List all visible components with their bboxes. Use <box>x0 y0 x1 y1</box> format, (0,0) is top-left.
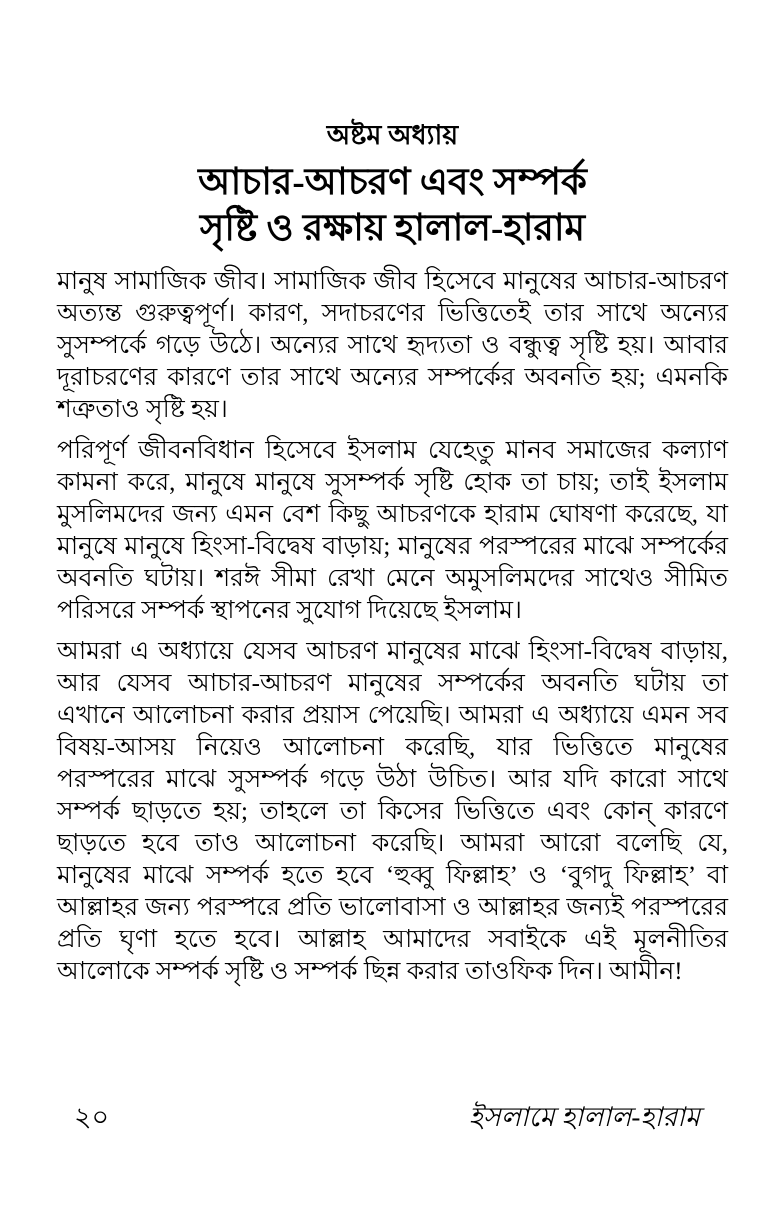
body-text <box>57 266 728 988</box>
paragraph: আমরা এ অধ্যায়ে যেসব আচরণ মানুষের মাঝে হিংসা-বিদ্বেষ বাড়ায়, আর যেসব আচার-আচরণ মানুষের সম্পর্কের অবনতি ঘটায় তা এখানে আলোচনা করার প্রয়াস পেয়েছি। আমরা এ অধ্যায়ে এমন সব বিষয়-আসয় নিয়েও আলোচনা করেছি, যার ভিত্তিতে মানুষের পরস্পরের মাঝে সুসম্পর্ক গড়ে উঠা উচিত। আর যদি কারো সাথে সম্পর্ক ছাড়তে হয়; তাহলে তা কিসের ভিত্তিতে এবং কোন্ কারণে ছাড়তে হবে তাও আলোচনা করেছি। আমরা আরো বলেছি যে, মানুষের মাঝে সম্পর্ক হতে হবে ‘হুব্বু ফিল্লাহ’ ও ‘বুগদু ফিল্লাহ’ বা আল্লাহর জন্য পরস্পরে প্রতি ভালোবাসা ও আল্লাহর জন্যই পরস্পরের প্রতি ঘৃণা হতে হবে। আল্লাহ আমাদের সবাইকে এই মূলনীতির আলোকে সম্পর্ক সৃষ্টি ও সম্পর্ক ছিন্ন করার তাওফিক দিন। আমীন! <box>57 638 728 985</box>
page-title-line2: সৃষ্টি ও রক্ষায় হালাল-হারাম <box>199 208 586 249</box>
chapter-heading: অষ্টম অধ্যায় <box>326 120 459 150</box>
page-number: ২০ <box>74 1102 110 1132</box>
page-title-line1: আচার-আচরণ এবং সম্পর্ক <box>198 162 587 203</box>
paragraph: পরিপূর্ণ জীবনবিধান হিসেবে ইসলাম যেহেতু মানব সমাজের কল্যাণ কামনা করে, মানুষে মানুষে সুসম্পর্ক সৃষ্টি হোক তা চায়; তাই ইসলাম মুসলিমদের জন্য এমন বেশ কিছু আচরণকে হারাম ঘোষণা করেছে, যা মানুষে মানুষে হিংসা-বিদ্বেষ বাড়ায়; মানুষের পরস্পরের মাঝে সম্পর্কের অবনতি ঘটায়। শরঈ সীমা রেখা মেনে অমুসলিমদের সাথেও সীমিত পরিসরে সম্পর্ক স্থাপনের সুযোগ দিয়েছে ইসলাম। <box>57 437 728 624</box>
paragraph: মানুষ সামাজিক জীব। সামাজিক জীব হিসেবে মানুষের আচার-আচরণ অত্যন্ত গুরুত্বপূর্ণ। কারণ, সদাচরণের ভিত্তিতেই তার সাথে অন্যের সুসম্পর্কে গড়ে উঠে। অন্যের সাথে হৃদ্যতা ও বন্ধুত্ব সৃষ্টি হয়। আবার দূরাচরণের কারণে তার সাথে অন্যের সম্পর্কের অবনতি হয়; এমনকি শত্রুতাও সৃষ্টি হয়। <box>57 268 728 423</box>
book-title: ইসলামে হালাল-হারাম <box>468 1102 700 1132</box>
page-footer <box>74 1100 700 1134</box>
page-content <box>57 118 728 997</box>
